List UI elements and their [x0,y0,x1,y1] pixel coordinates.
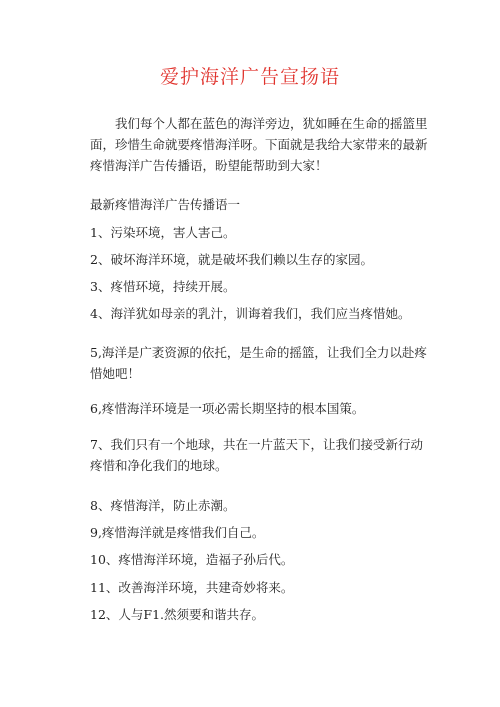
list-item-1: 1、污染环境，害人害己。 [90,225,236,240]
list-item-9: 9,疼惜海洋就是疼惜我们自己。 [90,525,265,540]
list-item-4: 4、海洋犹如母亲的乳汁，训诲着我们，我们应当疼惜她。 [90,306,411,321]
list-item-7: 7、我们只有一个地球，共在一片蓝天下，让我们接受新行动疼惜和净化我们的地球。 [90,437,423,473]
section-subheading: 最新疼惜海洋广告传播语一 [90,197,241,212]
intro-paragraph: 我们每个人都在蓝色的海洋旁边，犹如睡在生命的摇篮里面，珍惜生命就要疼惜海洋呀。下面就是我给大家带来的最新疼惜海洋广告传播语，盼望能帮助到大家！ [90,116,428,173]
list-item-12: 12、人与F1.然须要和谐共存。 [90,607,265,622]
list-item-10: 10、疼惜海洋环境，造福子孙后代。 [90,552,294,567]
list-item-2: 2、破坏海洋环境，就是破坏我们赖以生存的家园。 [90,252,373,267]
document-title: 爱护海洋广告宣扬语 [159,66,340,88]
list-item-5: 5,海洋是广袤资源的依托，是生命的摇篮，让我们全力以赴疼惜她吧！ [90,345,427,381]
list-item-11: 11、改善海洋环境，共建奇妙将来。 [90,580,294,595]
list-item-6: 6,疼惜海洋环境是一项必需长期坚持的根本国策。 [90,401,365,416]
list-item-3: 3、疼惜环境，持续开展。 [90,279,236,294]
list-item-8: 8、疼惜海洋，防止赤潮。 [90,498,236,513]
